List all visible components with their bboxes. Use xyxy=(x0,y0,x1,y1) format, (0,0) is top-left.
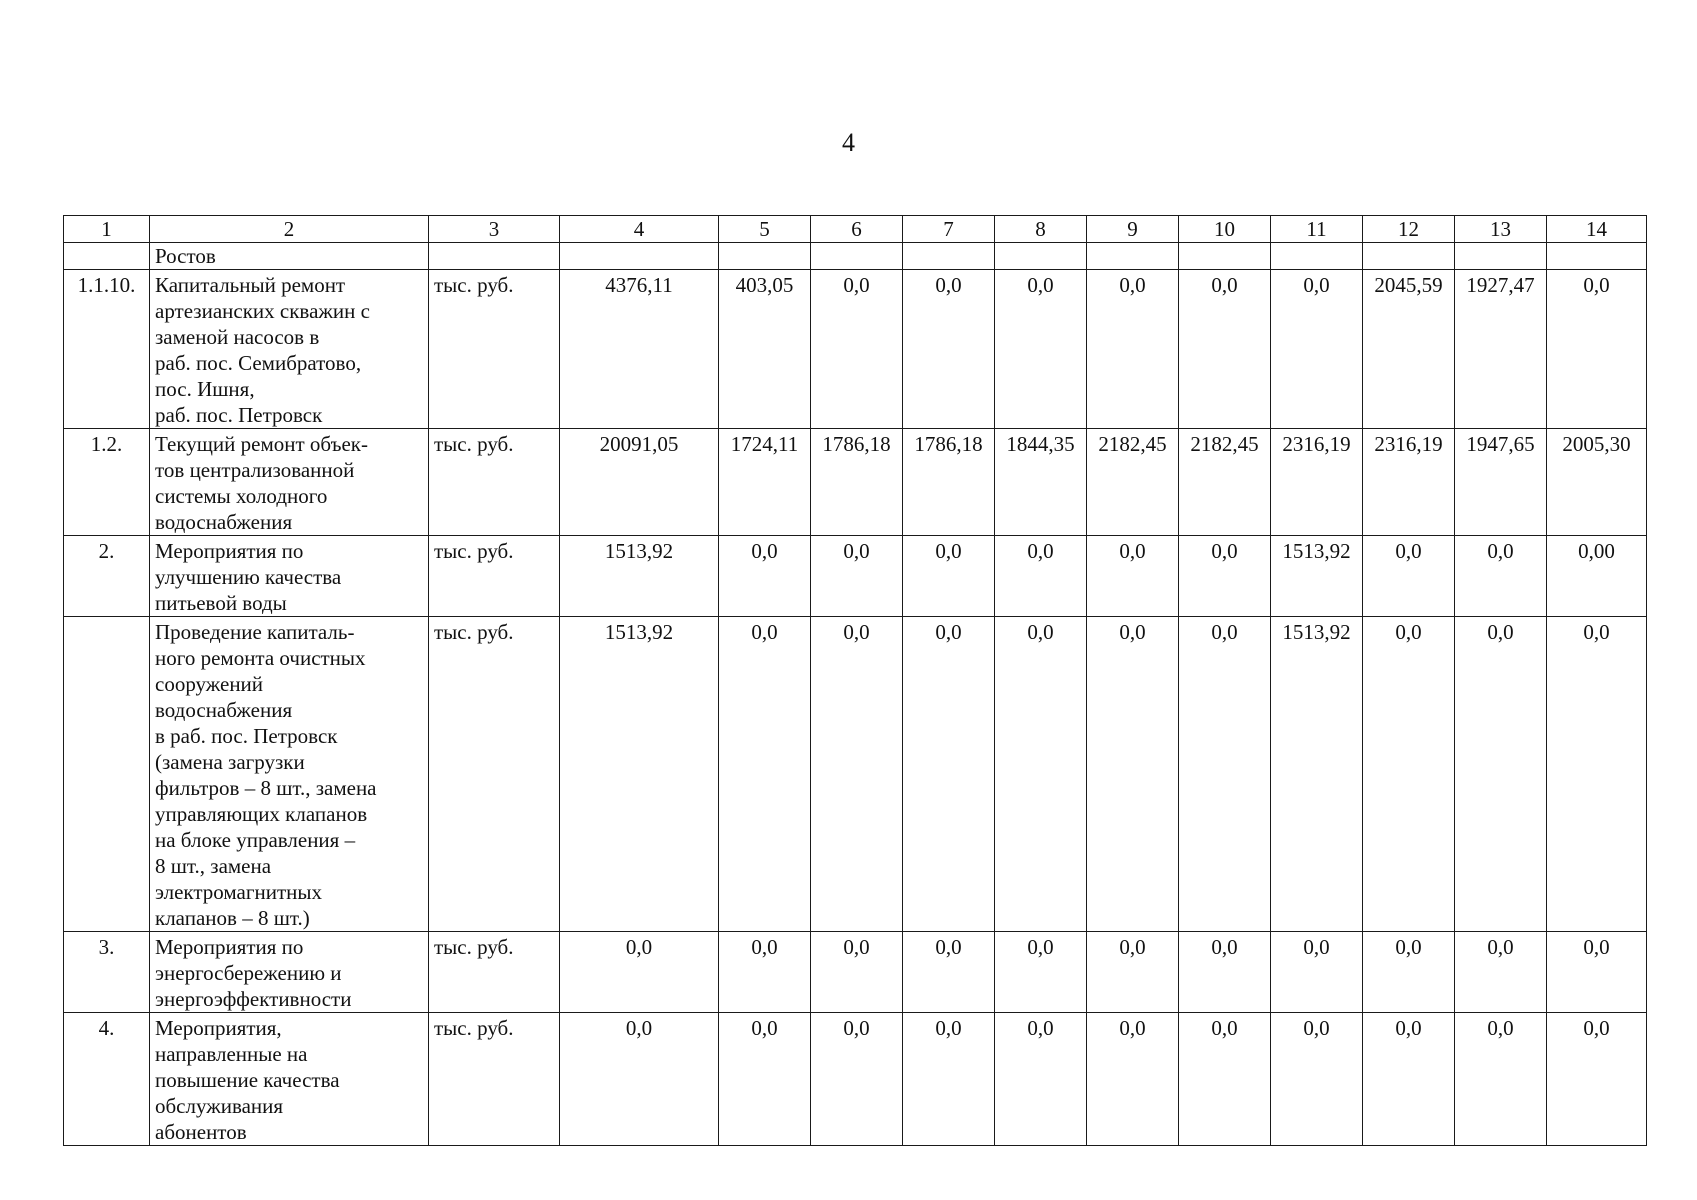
value-cell: 0,0 xyxy=(719,536,811,617)
item-name-line: артезианских скважин с xyxy=(155,299,370,323)
value-cell: 0,0 xyxy=(1087,270,1179,429)
item-name-line: Текущий ремонт объек- xyxy=(155,432,368,456)
item-number-cell: 4. xyxy=(64,1013,150,1146)
column-header: 8 xyxy=(995,216,1087,243)
value-cell: 1786,18 xyxy=(811,429,903,536)
item-name-line: на блоке управления – xyxy=(155,828,356,852)
column-header: 5 xyxy=(719,216,811,243)
value-cell: 0,0 xyxy=(1087,617,1179,932)
value-cell: 2182,45 xyxy=(1087,429,1179,536)
value-cell: 0,0 xyxy=(560,932,719,1013)
value-cell: 0,0 xyxy=(903,270,995,429)
value-cell: 1513,92 xyxy=(1271,617,1363,932)
value-cell: 0,0 xyxy=(811,617,903,932)
item-number-cell: 3. xyxy=(64,932,150,1013)
item-name-line: заменой насосов в xyxy=(155,325,320,349)
item-name-line: фильтров – 8 шт., замена xyxy=(155,776,377,800)
item-name-line: Ростов xyxy=(155,244,216,268)
item-name-line: улучшению качества xyxy=(155,565,342,589)
item-name-line: Проведение капиталь- xyxy=(155,620,355,644)
item-number-cell xyxy=(64,243,150,270)
item-name-line: клапанов – 8 шт.) xyxy=(155,906,310,930)
value-cell: 1786,18 xyxy=(903,429,995,536)
unit-cell: тыс. руб. xyxy=(429,617,560,932)
value-cell xyxy=(560,243,719,270)
value-cell: 0,0 xyxy=(1179,536,1271,617)
value-cell: 0,0 xyxy=(811,1013,903,1146)
value-cell: 0,0 xyxy=(811,932,903,1013)
value-cell xyxy=(1455,243,1547,270)
column-header: 1 xyxy=(64,216,150,243)
value-cell: 0,0 xyxy=(1179,270,1271,429)
item-name-line: повышение качества xyxy=(155,1068,340,1092)
value-cell xyxy=(1271,243,1363,270)
value-cell: 0,0 xyxy=(1455,1013,1547,1146)
value-cell: 0,0 xyxy=(903,1013,995,1146)
value-cell: 4376,11 xyxy=(560,270,719,429)
page-number: 4 xyxy=(842,128,855,157)
unit-cell: тыс. руб. xyxy=(429,429,560,536)
value-cell: 0,0 xyxy=(1455,932,1547,1013)
value-cell: 0,0 xyxy=(719,1013,811,1146)
value-cell: 0,0 xyxy=(1179,932,1271,1013)
value-cell: 0,0 xyxy=(719,932,811,1013)
item-name-cell xyxy=(150,429,429,536)
value-cell: 1947,65 xyxy=(1455,429,1547,536)
value-cell: 0,0 xyxy=(995,617,1087,932)
item-name-line: обслуживания xyxy=(155,1094,284,1118)
value-cell: 0,0 xyxy=(1547,1013,1647,1146)
value-cell: 0,0 xyxy=(1363,536,1455,617)
value-cell: 0,0 xyxy=(1547,270,1647,429)
value-cell: 1724,11 xyxy=(719,429,811,536)
value-cell: 0,0 xyxy=(903,536,995,617)
item-name-line: абонентов xyxy=(155,1120,247,1144)
value-cell: 0,0 xyxy=(903,932,995,1013)
value-cell: 2182,45 xyxy=(1179,429,1271,536)
value-cell: 0,0 xyxy=(1271,932,1363,1013)
item-name-line: энергоэффективности xyxy=(155,987,352,1011)
value-cell: 0,0 xyxy=(1455,536,1547,617)
item-name-line: Мероприятия, xyxy=(155,1016,282,1040)
value-cell: 0,0 xyxy=(1179,617,1271,932)
column-header: 6 xyxy=(811,216,903,243)
unit-cell xyxy=(429,243,560,270)
unit-cell: тыс. руб. xyxy=(429,536,560,617)
value-cell xyxy=(995,243,1087,270)
value-cell: 0,0 xyxy=(811,270,903,429)
value-cell: 0,0 xyxy=(1363,1013,1455,1146)
unit-cell: тыс. руб. xyxy=(429,1013,560,1146)
table-row xyxy=(64,617,1647,932)
value-cell: 0,0 xyxy=(995,270,1087,429)
item-number-cell: 1.1.10. xyxy=(64,270,150,429)
value-cell: 0,0 xyxy=(560,1013,719,1146)
item-name-line: Мероприятия по xyxy=(155,935,304,959)
value-cell: 2005,30 xyxy=(1547,429,1647,536)
table-row xyxy=(64,243,1647,270)
item-name-line: Капитальный ремонт xyxy=(155,273,346,297)
value-cell: 0,0 xyxy=(1363,932,1455,1013)
item-name-line: водоснабжения xyxy=(155,698,293,722)
column-header: 13 xyxy=(1455,216,1547,243)
item-name-cell xyxy=(150,243,429,270)
unit-cell: тыс. руб. xyxy=(429,270,560,429)
value-cell: 0,0 xyxy=(1455,617,1547,932)
column-number-row xyxy=(64,216,1647,243)
value-cell: 0,0 xyxy=(1087,932,1179,1013)
financing-table xyxy=(63,215,1647,1146)
value-cell: 0,0 xyxy=(719,617,811,932)
column-header: 3 xyxy=(429,216,560,243)
item-name-line: Мероприятия по xyxy=(155,539,304,563)
item-name-line: электромагнитных xyxy=(155,880,322,904)
value-cell xyxy=(811,243,903,270)
column-header: 11 xyxy=(1271,216,1363,243)
item-name-line: направленные на xyxy=(155,1042,308,1066)
unit-cell: тыс. руб. xyxy=(429,932,560,1013)
value-cell: 0,0 xyxy=(1179,1013,1271,1146)
value-cell: 2045,59 xyxy=(1363,270,1455,429)
item-name-line: в раб. пос. Петровск xyxy=(155,724,338,748)
item-name-line: 8 шт., замена xyxy=(155,854,272,878)
item-number-cell: 1.2. xyxy=(64,429,150,536)
value-cell: 0,00 xyxy=(1547,536,1647,617)
column-header: 12 xyxy=(1363,216,1455,243)
value-cell: 0,0 xyxy=(1547,617,1647,932)
item-name-line: водоснабжения xyxy=(155,510,293,534)
column-header: 14 xyxy=(1547,216,1647,243)
item-name-line: питьевой воды xyxy=(155,591,287,615)
item-name-line: сооружений xyxy=(155,672,264,696)
item-name-line: раб. пос. Петровск xyxy=(155,403,323,427)
item-number-cell: 2. xyxy=(64,536,150,617)
item-name-line: тов централизованной xyxy=(155,458,355,482)
table-body xyxy=(64,243,1647,1146)
column-header: 2 xyxy=(150,216,429,243)
item-number-cell xyxy=(64,617,150,932)
value-cell: 0,0 xyxy=(1271,270,1363,429)
item-name-cell xyxy=(150,932,429,1013)
item-name-line: пос. Ишня, xyxy=(155,377,255,401)
item-name-cell xyxy=(150,536,429,617)
value-cell: 0,0 xyxy=(995,932,1087,1013)
value-cell: 0,0 xyxy=(1547,932,1647,1013)
value-cell xyxy=(903,243,995,270)
table-row xyxy=(64,429,1647,536)
item-name-line: управляющих клапанов xyxy=(155,802,368,826)
value-cell: 1513,92 xyxy=(560,536,719,617)
value-cell: 0,0 xyxy=(995,536,1087,617)
table-row xyxy=(64,536,1647,617)
value-cell xyxy=(1087,243,1179,270)
value-cell: 2316,19 xyxy=(1271,429,1363,536)
item-name-cell xyxy=(150,1013,429,1146)
item-name-line: системы холодного xyxy=(155,484,328,508)
column-header: 9 xyxy=(1087,216,1179,243)
value-cell xyxy=(1547,243,1647,270)
item-name-line: (замена загрузки xyxy=(155,750,305,774)
value-cell: 0,0 xyxy=(1087,1013,1179,1146)
value-cell: 2316,19 xyxy=(1363,429,1455,536)
value-cell: 1927,47 xyxy=(1455,270,1547,429)
value-cell: 20091,05 xyxy=(560,429,719,536)
value-cell xyxy=(719,243,811,270)
value-cell: 403,05 xyxy=(719,270,811,429)
item-name-line: раб. пос. Семибратово, xyxy=(155,351,362,375)
value-cell: 0,0 xyxy=(1271,1013,1363,1146)
value-cell: 0,0 xyxy=(995,1013,1087,1146)
column-header: 7 xyxy=(903,216,995,243)
table-row xyxy=(64,932,1647,1013)
item-name-line: ного ремонта очистных xyxy=(155,646,366,670)
value-cell: 0,0 xyxy=(903,617,995,932)
table-row xyxy=(64,1013,1647,1146)
table-row xyxy=(64,270,1647,429)
item-name-cell xyxy=(150,617,429,932)
value-cell: 0,0 xyxy=(1363,617,1455,932)
column-header: 4 xyxy=(560,216,719,243)
value-cell: 0,0 xyxy=(811,536,903,617)
value-cell xyxy=(1363,243,1455,270)
value-cell: 1513,92 xyxy=(1271,536,1363,617)
item-name-cell xyxy=(150,270,429,429)
value-cell xyxy=(1179,243,1271,270)
value-cell: 1513,92 xyxy=(560,617,719,932)
value-cell: 1844,35 xyxy=(995,429,1087,536)
column-header: 10 xyxy=(1179,216,1271,243)
item-name-line: энергосбережению и xyxy=(155,961,342,985)
value-cell: 0,0 xyxy=(1087,536,1179,617)
